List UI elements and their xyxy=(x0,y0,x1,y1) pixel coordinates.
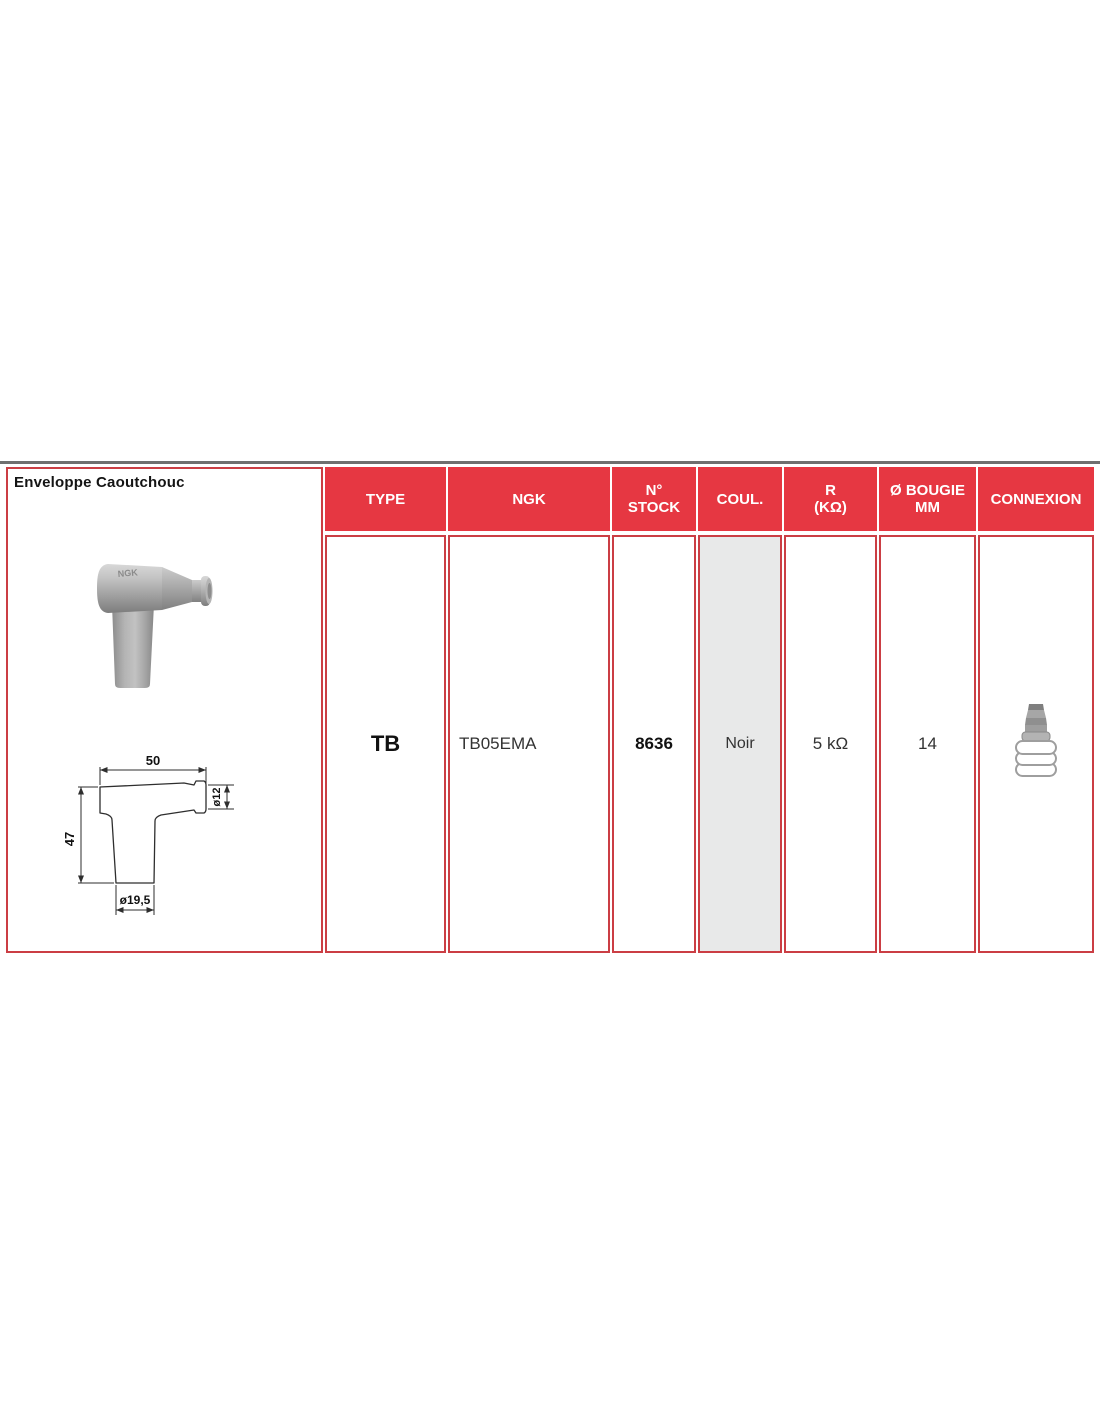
product-category-title: Enveloppe Caoutchouc xyxy=(14,474,185,491)
cell-ngk-reference: TB05EMA xyxy=(448,535,610,953)
page-top-divider xyxy=(0,461,1100,464)
product-panel xyxy=(6,467,323,953)
dim-top-width: 50 xyxy=(145,753,161,768)
product-spec-table xyxy=(6,467,1094,953)
column-header-type: TYPE xyxy=(325,467,446,531)
cell-connexion xyxy=(978,535,1094,953)
column-header-stock: N° STOCK xyxy=(612,467,696,531)
cell-couleur: Noir xyxy=(698,535,782,953)
terminal-nut-icon xyxy=(1013,701,1059,787)
cell-type: TB xyxy=(325,535,446,953)
cell-bougie-diameter: 14 xyxy=(879,535,976,953)
column-header-resistance: R (KΩ) xyxy=(784,467,877,531)
column-header-bougie-diameter: Ø BOUGIE MM xyxy=(879,467,976,531)
dim-nose-diameter: ø12 xyxy=(211,787,223,807)
cell-resistance: 5 kΩ xyxy=(784,535,877,953)
column-header-ngk: NGK xyxy=(448,467,610,531)
cell-stock-number: 8636 xyxy=(612,535,696,953)
technical-drawing xyxy=(34,747,244,925)
dim-height: 47 xyxy=(62,831,77,847)
spark-plug-cap-photo xyxy=(92,554,218,694)
column-header-couleur: COUL. xyxy=(698,467,782,531)
dim-base-diameter: ø19,5 xyxy=(119,893,151,907)
photo-brand-mark: NGK xyxy=(117,567,139,579)
column-header-connexion: CONNEXION xyxy=(978,467,1094,531)
